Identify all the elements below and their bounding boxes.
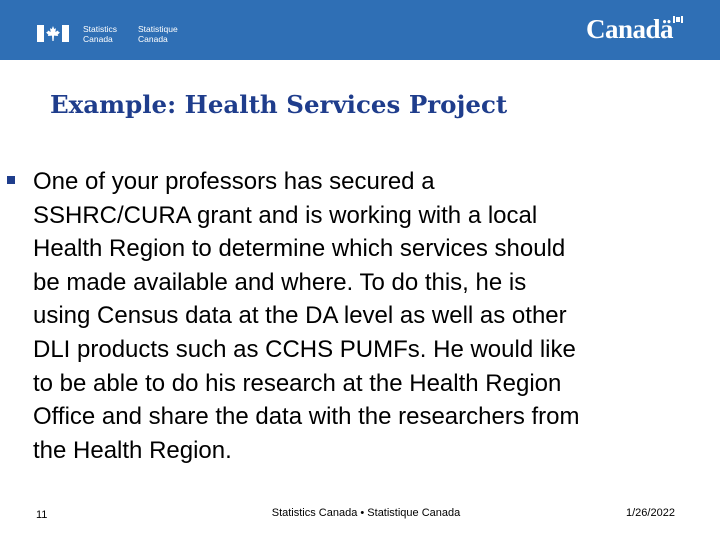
footer-agency-text: Statistics Canada • Statistique Canada: [271, 507, 461, 519]
bullet-line: the Health Region.: [33, 436, 232, 464]
agency-name-french: [138, 24, 178, 44]
bullet-line: using Census data at the DA level as well as other: [33, 302, 567, 330]
bullet-line: Office and share the data with the researchers from: [33, 403, 580, 431]
bullet-line: DLI products such as CCHS PUMFs. He would like: [33, 335, 576, 363]
bullet-text: [33, 165, 713, 467]
agency-name-english: [83, 24, 117, 44]
bullet-line: Health Region to determine which services should: [33, 235, 566, 263]
canada-flag-icon: [37, 25, 69, 42]
agency-name-english-line: Canada: [83, 34, 113, 44]
canada-wordmark: Canadä: [586, 14, 674, 44]
bullet-square-icon: [7, 176, 15, 184]
footer-date: 1/26/2022: [626, 507, 675, 519]
slide-title: Example: Health Services Project: [50, 90, 508, 119]
bullet-line: to be able to do his research at the Health Region: [33, 369, 562, 397]
bullet-line: SSHRC/CURA grant and is working with a local: [33, 201, 538, 229]
agency-name-french-line: Statistique: [138, 24, 178, 34]
agency-name-french-line: Canada: [138, 34, 168, 44]
header-banner: [0, 0, 720, 60]
agency-name-english-line: Statistics: [83, 24, 118, 34]
bullet-line: One of your professors has secured a: [33, 168, 435, 195]
page-number: 11: [36, 509, 48, 521]
bullet-line: be made available and where. To do this, he is: [33, 268, 527, 296]
wordmark-flag-icon: [673, 16, 683, 23]
